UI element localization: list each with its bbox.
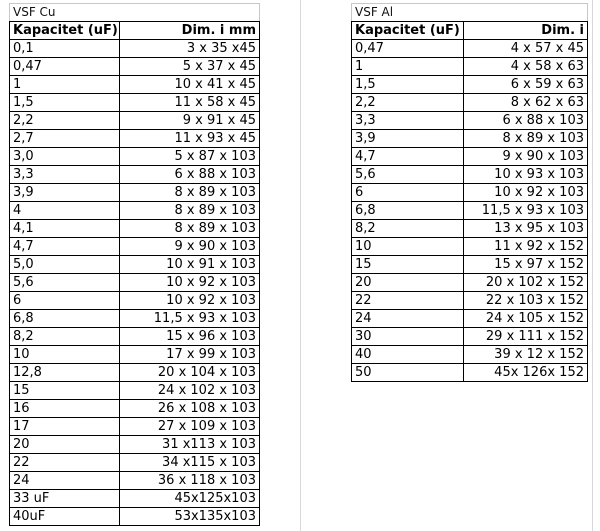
table-row: [10, 112, 260, 130]
table-row: [10, 292, 260, 310]
al-capacitance-cell[interactable]: 4,7: [352, 148, 464, 166]
table-row: [352, 328, 588, 346]
cu-dimension-cell[interactable]: 9 x 90 x 103: [120, 238, 260, 256]
cu-capacitance-cell[interactable]: 16: [10, 400, 120, 418]
table-row: [10, 418, 260, 436]
cu-capacitance-cell[interactable]: 2,2: [10, 112, 120, 130]
table-row: [10, 436, 260, 454]
cu-dimension-cell[interactable]: 9 x 91 x 45: [120, 112, 260, 130]
table-row: [352, 202, 588, 220]
cu-dimension-cell[interactable]: 8 x 89 x 103: [120, 220, 260, 238]
al-dimension-cell[interactable]: 15 x 97 x 152: [464, 256, 588, 274]
al-dimension-cell[interactable]: 9 x 90 x 103: [464, 148, 588, 166]
table-row: [352, 238, 588, 256]
table-title-row: [10, 4, 260, 22]
vsf-cu-table: [9, 3, 260, 526]
cu-dimension-cell[interactable]: 53x135x103: [120, 508, 260, 526]
table-row: [352, 274, 588, 292]
al-capacitance-cell[interactable]: 50: [352, 364, 464, 382]
al-dimension-cell[interactable]: 24 x 105 x 152: [464, 310, 588, 328]
cu-capacitance-cell[interactable]: 33 uF: [10, 490, 120, 508]
al-dimension-cell[interactable]: 4 x 58 x 63: [464, 58, 588, 76]
al-dimension-cell[interactable]: 8 x 89 x 103: [464, 130, 588, 148]
cu-capacitance-cell[interactable]: 24: [10, 472, 120, 490]
table-row: [352, 58, 588, 76]
cu-capacitance-cell[interactable]: 0,47: [10, 58, 120, 76]
cu-dimension-cell[interactable]: 24 x 102 x 103: [120, 382, 260, 400]
table-row: [10, 454, 260, 472]
cu-capacitance-cell[interactable]: 3,9: [10, 184, 120, 202]
table-row: [10, 238, 260, 256]
al-capacitance-cell[interactable]: 6: [352, 184, 464, 202]
table-row: [352, 76, 588, 94]
cu-dimension-cell[interactable]: 31 x113 x 103: [120, 436, 260, 454]
table-row: [352, 94, 588, 112]
cu-capacitance-cell[interactable]: 3,3: [10, 166, 120, 184]
table-row: [10, 310, 260, 328]
table-row: [352, 346, 588, 364]
cu-capacitance-cell[interactable]: 2,7: [10, 130, 120, 148]
al-capacitance-cell[interactable]: 6,8: [352, 202, 464, 220]
table-row: [10, 94, 260, 112]
cu-capacitance-header[interactable]: Kapacitet (uF): [10, 22, 120, 40]
table-row: [352, 184, 588, 202]
cu-capacitance-cell[interactable]: 1,5: [10, 94, 120, 112]
al-dimension-cell[interactable]: 6 x 88 x 103: [464, 112, 588, 130]
table-row: [10, 274, 260, 292]
cu-capacitance-cell[interactable]: 6,8: [10, 310, 120, 328]
table-row: [10, 472, 260, 490]
table-row: [352, 148, 588, 166]
table-row: [352, 256, 588, 274]
cu-capacitance-cell[interactable]: 1: [10, 76, 120, 94]
cu-dimension-cell[interactable]: 34 x115 x 103: [120, 454, 260, 472]
cu-capacitance-cell[interactable]: 3,0: [10, 148, 120, 166]
table-row: [10, 130, 260, 148]
table-row: [352, 130, 588, 148]
cu-dimension-cell[interactable]: 10 x 92 x 103: [120, 292, 260, 310]
table-row: [10, 184, 260, 202]
cu-capacitance-cell[interactable]: 0,1: [10, 40, 120, 58]
cu-capacitance-cell[interactable]: 17: [10, 418, 120, 436]
al-dimension-cell[interactable]: 10 x 93 x 103: [464, 166, 588, 184]
cu-dimension-cell[interactable]: 8 x 89 x 103: [120, 202, 260, 220]
cu-capacitance-cell[interactable]: 6: [10, 292, 120, 310]
al-capacitance-cell[interactable]: 1: [352, 58, 464, 76]
cu-capacitance-cell[interactable]: 4,7: [10, 238, 120, 256]
al-dimension-cell[interactable]: 29 x 111 x 152: [464, 328, 588, 346]
table-row: [10, 148, 260, 166]
al-dimension-cell[interactable]: 45x 126x 152: [464, 364, 588, 382]
cu-dimension-cell[interactable]: 27 x 109 x 103: [120, 418, 260, 436]
cu-dimension-cell[interactable]: 15 x 96 x 103: [120, 328, 260, 346]
table-row: [10, 202, 260, 220]
al-dimension-cell[interactable]: 39 x 12 x 152: [464, 346, 588, 364]
cu-capacitance-cell[interactable]: 8,2: [10, 328, 120, 346]
cu-dimension-cell[interactable]: 5 x 87 x 103: [120, 148, 260, 166]
cu-dimension-cell[interactable]: 36 x 118 x 103: [120, 472, 260, 490]
table-row: [352, 166, 588, 184]
al-capacitance-cell[interactable]: 2,2: [352, 94, 464, 112]
al-dimension-cell[interactable]: 13 x 95 x 103: [464, 220, 588, 238]
cu-dimension-header[interactable]: Dim. i mm: [120, 22, 260, 40]
cu-dimension-cell[interactable]: 5 x 37 x 45: [120, 58, 260, 76]
cu-dimension-cell[interactable]: 45x125x103: [120, 490, 260, 508]
cu-dimension-cell[interactable]: 10 x 92 x 103: [120, 274, 260, 292]
cu-dimension-cell[interactable]: 11 x 93 x 45: [120, 130, 260, 148]
al-capacitance-header[interactable]: Kapacitet (uF): [352, 22, 464, 40]
al-capacitance-cell[interactable]: 1,5: [352, 76, 464, 94]
cu-dimension-cell[interactable]: 6 x 88 x 103: [120, 166, 260, 184]
table-row: [352, 292, 588, 310]
cu-capacitance-cell[interactable]: 20: [10, 436, 120, 454]
al-dimension-cell[interactable]: 22 x 103 x 152: [464, 292, 588, 310]
sheet-gridline-vertical: [592, 0, 593, 531]
al-dimension-cell[interactable]: 10 x 92 x 103: [464, 184, 588, 202]
table-row: [10, 508, 260, 526]
cu-dimension-cell[interactable]: 11 x 58 x 45: [120, 94, 260, 112]
table-row: [10, 166, 260, 184]
table-row: [10, 490, 260, 508]
table-row: [10, 220, 260, 238]
cu-dimension-cell[interactable]: 3 x 35 x45: [120, 40, 260, 58]
al-capacitance-cell[interactable]: 30: [352, 328, 464, 346]
cu-dimension-cell[interactable]: 11,5 x 93 x 103: [120, 310, 260, 328]
table-title-row: [352, 4, 588, 22]
cu-capacitance-cell[interactable]: 5,6: [10, 274, 120, 292]
cu-capacitance-cell[interactable]: 15: [10, 382, 120, 400]
al-dimension-cell[interactable]: 20 x 102 x 152: [464, 274, 588, 292]
table-row: [10, 58, 260, 76]
al-dimension-cell[interactable]: 11 x 92 x 152: [464, 238, 588, 256]
al-capacitance-cell[interactable]: 8,2: [352, 220, 464, 238]
al-table-title[interactable]: VSF Al: [352, 4, 588, 22]
sheet-gridline-vertical: [300, 0, 301, 531]
cu-dimension-cell[interactable]: 20 x 104 x 103: [120, 364, 260, 382]
table-row: [10, 364, 260, 382]
cu-dimension-cell[interactable]: 17 x 99 x 103: [120, 346, 260, 364]
cu-capacitance-cell[interactable]: 12,8: [10, 364, 120, 382]
table-row: [10, 328, 260, 346]
table-header-row: [352, 22, 588, 40]
cu-dimension-cell[interactable]: 8 x 89 x 103: [120, 184, 260, 202]
al-dimension-cell[interactable]: 4 x 57 x 45: [464, 40, 588, 58]
table-row: [352, 364, 588, 382]
al-dimension-cell[interactable]: 6 x 59 x 63: [464, 76, 588, 94]
table-row: [10, 346, 260, 364]
table-header-row: [10, 22, 260, 40]
al-capacitance-cell[interactable]: 3,3: [352, 112, 464, 130]
table-row: [352, 40, 588, 58]
table-row: [10, 400, 260, 418]
al-capacitance-cell[interactable]: 3,9: [352, 130, 464, 148]
cu-dimension-cell[interactable]: 26 x 108 x 103: [120, 400, 260, 418]
table-row: [352, 310, 588, 328]
cu-capacitance-cell[interactable]: 5,0: [10, 256, 120, 274]
vsf-al-table: [351, 3, 588, 382]
al-capacitance-cell[interactable]: 0,47: [352, 40, 464, 58]
al-capacitance-cell[interactable]: 24: [352, 310, 464, 328]
table-row: [10, 76, 260, 94]
table-row: [352, 220, 588, 238]
al-capacitance-cell[interactable]: 5,6: [352, 166, 464, 184]
cu-capacitance-cell[interactable]: 10: [10, 346, 120, 364]
al-dimension-cell[interactable]: 11,5 x 93 x 103: [464, 202, 588, 220]
table-row: [10, 40, 260, 58]
cu-dimension-cell[interactable]: 10 x 41 x 45: [120, 76, 260, 94]
al-dimension-cell[interactable]: 8 x 62 x 63: [464, 94, 588, 112]
cu-dimension-cell[interactable]: 10 x 91 x 103: [120, 256, 260, 274]
table-row: [10, 382, 260, 400]
table-row: [352, 112, 588, 130]
cu-capacitance-cell[interactable]: 22: [10, 454, 120, 472]
al-capacitance-cell[interactable]: 22: [352, 292, 464, 310]
al-capacitance-cell[interactable]: 10: [352, 238, 464, 256]
cu-capacitance-cell[interactable]: 4: [10, 202, 120, 220]
cu-table-title[interactable]: VSF Cu: [10, 4, 260, 22]
cu-capacitance-cell[interactable]: 40uF: [10, 508, 120, 526]
al-capacitance-cell[interactable]: 20: [352, 274, 464, 292]
cu-capacitance-cell[interactable]: 4,1: [10, 220, 120, 238]
al-capacitance-cell[interactable]: 15: [352, 256, 464, 274]
table-row: [10, 256, 260, 274]
al-dimension-header[interactable]: Dim. i: [464, 22, 588, 40]
al-capacitance-cell[interactable]: 40: [352, 346, 464, 364]
